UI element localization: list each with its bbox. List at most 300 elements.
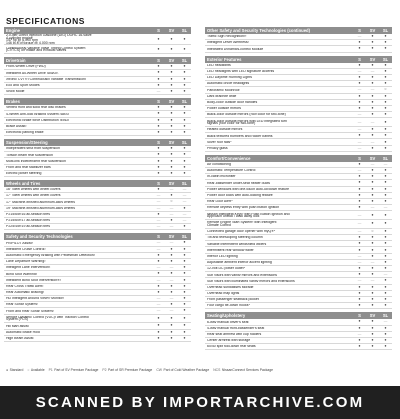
trim-header: S — [157, 181, 160, 186]
section-header — [205, 312, 392, 319]
legend-symbol: P2 — [102, 368, 107, 372]
availability-mark: ● — [371, 127, 374, 132]
spec-label: 19" Machine-finished aluminum-alloy wheels — [6, 206, 75, 210]
availability-mark: ● — [384, 297, 387, 302]
spec-label: Xtronic CVT® (Continuously Variable Transmission) — [6, 77, 87, 81]
left-spec-column — [4, 27, 191, 342]
trim-header: S — [358, 56, 361, 62]
legend-item — [213, 368, 273, 372]
spec-label: Remote keyless entry with push button ignition — [207, 206, 280, 209]
page-title: SPECIFICATIONS — [6, 16, 86, 26]
availability-mark: — — [370, 278, 375, 283]
availability-mark: ● — [358, 290, 361, 295]
legend-symbol: ○ — [27, 368, 30, 372]
availability-mark: ● — [358, 192, 361, 197]
availability-mark: — — [156, 199, 161, 204]
spec-label: In-cabin microfilter — [207, 175, 236, 179]
availability-mark: ● — [371, 199, 374, 204]
availability-mark: ● — [358, 284, 361, 289]
availability-mark: ● — [170, 218, 173, 223]
availability-mark: ● — [183, 240, 186, 245]
availability-mark: ● — [371, 297, 374, 302]
spec-label: Black-color outside mirrors with LED integrated turn signals (roof color for two-tone) — [207, 119, 287, 125]
availability-mark: — — [357, 168, 362, 173]
availability-mark: ● — [170, 64, 173, 69]
availability-mark: ● — [183, 64, 186, 69]
spec-row — [4, 130, 191, 136]
availability-mark: — — [156, 308, 161, 313]
availability-mark: — — [182, 193, 187, 198]
spec-label: Independent strut front suspension — [6, 147, 60, 150]
trim-header: S — [358, 313, 361, 319]
spec-label: Front-Wheel Drive (FWD) — [6, 65, 46, 69]
trim-header: SV — [168, 140, 175, 146]
spec-label: Front passenger seatback pocket — [207, 298, 259, 301]
spec-label: Center armrest with storage — [207, 339, 251, 342]
availability-mark: ● — [170, 335, 173, 340]
spec-label: Intelligent Blind Spot Intervention®² — [6, 278, 61, 282]
legend-text: Available — [30, 368, 45, 372]
availability-mark: ● — [371, 168, 374, 173]
section-header — [4, 139, 191, 146]
availability-mark: — — [357, 87, 362, 92]
trim-header: SV — [369, 28, 376, 33]
availability-mark: ● — [183, 289, 186, 294]
availability-mark: ● — [170, 315, 173, 320]
spec-label: High Beam Assist — [6, 337, 34, 340]
availability-mark: — — [156, 205, 161, 210]
availability-mark: ● — [384, 174, 387, 179]
trim-header: SL — [181, 58, 188, 64]
availability-mark: ● — [358, 344, 361, 349]
availability-mark: ● — [157, 146, 160, 151]
availability-mark: ● — [358, 180, 361, 185]
section-header — [4, 233, 191, 240]
spec-label: Power windows with one-touch auto-up/down feature — [207, 187, 290, 191]
trim-header: SV — [168, 181, 175, 186]
spec-row — [205, 46, 392, 52]
section-title: Seating/Upholstery — [207, 313, 246, 319]
availability-mark: ● — [157, 211, 160, 216]
availability-mark: ● — [157, 82, 160, 87]
availability-mark: ● — [170, 152, 173, 157]
availability-mark: — — [357, 139, 362, 144]
spec-label: Integrated Dynamics-control Module — [207, 47, 264, 51]
availability-mark: ● — [384, 284, 387, 289]
availability-mark: ● — [371, 337, 374, 342]
availability-mark: ● — [358, 235, 361, 240]
availability-mark: — — [383, 272, 388, 277]
availability-mark: ● — [384, 119, 387, 124]
spec-label: Intermittent rear window wiper — [207, 248, 254, 252]
spec-label: Sun visors with illuminated vanity mirrors and extensions — [207, 279, 295, 283]
spec-label: Four cargo tie-down hooks⁴ — [207, 304, 250, 308]
availability-mark: — — [370, 161, 375, 166]
availability-mark: ● — [384, 40, 387, 45]
spec-row — [205, 146, 392, 152]
spec-label: 60/40 split fold-down rear seats — [207, 345, 256, 348]
availability-mark: ● — [371, 303, 374, 308]
availability-mark: ● — [384, 290, 387, 295]
availability-mark: ● — [358, 337, 361, 342]
availability-mark: ● — [384, 93, 387, 98]
availability-mark: ○ — [384, 87, 387, 92]
availability-mark: ● — [157, 70, 160, 75]
availability-mark: ● — [157, 271, 160, 276]
availability-mark: ● — [170, 76, 173, 81]
legend-item — [6, 368, 23, 372]
section-title: Other Safety and Security Technologies (continued) — [207, 28, 310, 33]
legend-item — [156, 368, 209, 372]
availability-mark: ● — [183, 82, 186, 87]
availability-mark: — — [357, 259, 362, 264]
spec-label: LED Daytime Running Lights — [207, 76, 252, 79]
availability-mark: ● — [384, 331, 387, 336]
section-title: Brakes — [6, 99, 20, 105]
availability-mark: ● — [358, 297, 361, 302]
availability-mark: ● — [384, 46, 387, 51]
spec-row — [205, 211, 392, 220]
availability-mark: ● — [371, 272, 374, 277]
availability-mark: ● — [358, 319, 361, 324]
legend-symbol: P1 — [48, 368, 53, 372]
availability-mark: ● — [384, 192, 387, 197]
availability-mark: ● — [157, 187, 160, 192]
availability-mark: ● — [371, 290, 374, 295]
trim-header: S — [157, 99, 160, 105]
trim-header: SL — [181, 140, 188, 146]
availability-mark: ● — [170, 82, 173, 87]
availability-mark: ● — [183, 329, 186, 334]
availability-mark: ● — [384, 278, 387, 283]
availability-mark: ● — [170, 146, 173, 151]
availability-mark: — — [357, 221, 362, 226]
availability-mark: ● — [170, 193, 173, 198]
availability-mark: ● — [384, 266, 387, 271]
availability-mark: ● — [170, 89, 173, 94]
spec-label: P215/65R16 all-season tires — [6, 213, 50, 216]
availability-mark: ● — [384, 186, 387, 191]
availability-mark: — — [156, 246, 161, 251]
legend-item — [27, 368, 44, 372]
availability-mark: ● — [157, 170, 160, 175]
availability-mark: — — [169, 296, 174, 301]
availability-mark: ● — [371, 105, 374, 110]
availability-mark: ● — [358, 46, 361, 51]
availability-mark: ● — [183, 265, 186, 270]
spec-label: Front and Rear Sonar System² — [6, 309, 54, 313]
spec-label: Remote Engine Start System³ with Intelligent Climate Control — [207, 221, 277, 227]
availability-mark: ● — [358, 161, 361, 166]
section-title: Comfort/Convenience — [207, 155, 251, 161]
spec-label: Front and rear stabilizer bars — [6, 165, 51, 169]
availability-mark: — — [169, 277, 174, 282]
spec-label: HD Intelligent Around View® Monitor² — [6, 297, 64, 300]
availability-mark: ● — [384, 253, 387, 258]
spec-label: Tilt and telescoping steering column — [207, 236, 263, 239]
availability-mark: — — [370, 259, 375, 264]
spec-label: 6-way manual driver's seat — [207, 320, 249, 324]
availability-mark: — — [169, 205, 174, 210]
availability-mark: ● — [170, 329, 173, 334]
availability-mark: ● — [384, 235, 387, 240]
legend — [6, 368, 394, 372]
spec-label: Nissan Intelligent Key® with Push Button Ignition and Approach unlock / walk away lock — [207, 212, 290, 218]
spec-label: Traffic Sign Recognition²³ — [207, 35, 247, 38]
availability-mark: ● — [157, 289, 160, 294]
trim-header: SL — [382, 56, 389, 62]
availability-mark: — — [357, 68, 362, 73]
availability-mark: — — [357, 253, 362, 258]
spec-label: Overhead sunglasses storage — [207, 285, 254, 289]
spec-label: Lane Departure Warning² — [6, 260, 46, 263]
availability-mark: ● — [371, 344, 374, 349]
availability-mark: ● — [371, 46, 374, 51]
availability-mark: ● — [384, 325, 387, 330]
legend-symbol: NCS — [213, 368, 221, 372]
availability-mark: ● — [157, 329, 160, 334]
spec-row — [4, 336, 191, 342]
availability-mark: ● — [371, 99, 374, 104]
availability-mark: ● — [183, 36, 186, 41]
spec-label: Electronic Brake force Distribution (EBD) — [6, 118, 70, 122]
availability-mark: — — [182, 199, 187, 204]
spec-label: 2.0-liter Direct Injection Gasoline (DIG) DOHC 16-valve 4-cylinder engine 147 hp @ 6,000 rpm 146 lb-ft of torque @ 4,000 rpm — [6, 34, 92, 45]
availability-mark: ● — [384, 228, 387, 233]
availability-mark: ● — [183, 302, 186, 307]
spec-label: Rear-passenger under-seat heater ducts — [207, 181, 271, 185]
spec-label: Connected garage door opener with myQ®⁴ — [207, 230, 276, 233]
spec-label: Vehicle Dynamic Control (VDC)² with Traction Control System (TCS) — [6, 315, 89, 322]
availability-mark: ● — [371, 192, 374, 197]
availability-mark: ● — [358, 99, 361, 104]
availability-mark: ● — [371, 186, 374, 191]
availability-mark: — — [182, 187, 187, 192]
availability-mark: — — [156, 193, 161, 198]
availability-mark: ● — [371, 266, 374, 271]
trim-header: SL — [382, 155, 389, 161]
availability-mark: ● — [170, 271, 173, 276]
availability-mark: — — [370, 87, 375, 92]
spec-label: Intelligent All-Wheel Drive (AWD)¹ — [6, 71, 59, 75]
availability-mark: ● — [371, 174, 374, 179]
availability-mark: ● — [183, 271, 186, 276]
availability-mark: — — [182, 211, 187, 216]
availability-mark: ● — [358, 174, 361, 179]
availability-mark: ● — [371, 62, 374, 67]
availability-mark: — — [182, 218, 187, 223]
spec-label: Continuously Variable Valve Timing Control System (CVTCS) on intake and exhaust valves — [6, 46, 86, 52]
availability-mark: ● — [183, 323, 186, 328]
availability-mark: ● — [358, 186, 361, 191]
availability-mark: ● — [170, 117, 173, 122]
spec-label: Power outside mirrors — [207, 107, 242, 110]
availability-mark: ● — [183, 117, 186, 122]
availability-mark: ● — [384, 139, 387, 144]
legend-text: Part of SV Premium Package — [54, 368, 99, 372]
availability-mark: ● — [183, 46, 186, 51]
spec-row — [4, 315, 191, 324]
legend-symbol: ● — [6, 368, 9, 372]
availability-mark: ● — [371, 40, 374, 45]
section-header — [205, 27, 392, 34]
availability-mark: ● — [384, 34, 387, 39]
availability-mark: — — [156, 277, 161, 282]
availability-mark: ● — [183, 252, 186, 257]
availability-mark: — — [357, 331, 362, 336]
spec-label: LED headlights with LED signature accents — [207, 70, 275, 73]
spec-label: Body-color outside door handles — [207, 100, 258, 104]
availability-mark: ○ — [371, 228, 374, 233]
availability-mark: ● — [183, 152, 186, 157]
section-title: Exterior Features — [207, 56, 242, 62]
scan-banner: SCANNED BY IMPORTARCHIVE.COM — [0, 386, 400, 419]
availability-mark: ● — [384, 75, 387, 80]
availability-mark: ● — [183, 89, 186, 94]
availability-mark: ● — [358, 93, 361, 98]
spec-label: Hill start assist — [6, 324, 29, 328]
spec-label: Intelligent Lane Intervention² — [6, 266, 51, 269]
availability-mark: ● — [170, 170, 173, 175]
availability-mark: ● — [371, 235, 374, 240]
availability-mark: ● — [371, 331, 374, 336]
spec-label: Automatic Emergency Braking with Pedestrian Detection² — [6, 253, 95, 257]
trim-header: S — [157, 140, 160, 146]
availability-mark: — — [357, 112, 362, 117]
trim-header: SL — [382, 313, 389, 319]
availability-mark: ● — [384, 337, 387, 342]
availability-mark: ● — [371, 247, 374, 252]
spec-label: Panoramic Moonroof — [207, 88, 240, 92]
availability-mark: ● — [170, 302, 173, 307]
availability-mark: ● — [371, 325, 374, 330]
availability-mark: ● — [157, 36, 160, 41]
availability-mark: ● — [358, 247, 361, 252]
availability-mark: — — [156, 224, 161, 229]
availability-mark: ● — [183, 158, 186, 163]
availability-mark: — — [156, 240, 161, 245]
spec-label: 4-way manual front-passenger's seat — [207, 326, 265, 330]
trim-header: SV — [168, 58, 175, 64]
spec-label: Black-color outside mirrors (roof color for two-tone) — [207, 113, 286, 116]
availability-mark: ● — [384, 68, 387, 73]
spec-label: ProPILOT Assist³ — [6, 241, 33, 245]
availability-mark: ● — [384, 145, 387, 150]
spec-label: Silver roof rails⁵ — [207, 140, 232, 144]
spec-label: Rear seat armrest with cup holders — [207, 333, 262, 336]
availability-mark: ● — [157, 335, 160, 340]
availability-mark: ● — [170, 158, 173, 163]
trim-header: S — [358, 28, 361, 33]
availability-mark: ● — [371, 212, 374, 217]
right-spec-column — [205, 27, 392, 350]
availability-mark: — — [357, 145, 362, 150]
spec-label: Power door locks with auto-locking feature — [207, 194, 273, 197]
availability-mark: ● — [358, 199, 361, 204]
availability-mark: ● — [157, 158, 160, 163]
section-header — [4, 180, 191, 187]
trim-header: S — [358, 155, 361, 161]
spec-label: Automatic Brake Hold — [6, 330, 40, 334]
availability-mark: ● — [384, 259, 387, 264]
spec-label: Electronic parking brake — [6, 131, 44, 134]
availability-mark: — — [357, 127, 362, 132]
spec-label: P225/45R19 all-season tires — [6, 225, 50, 229]
availability-mark: ● — [358, 266, 361, 271]
spec-row — [4, 171, 191, 177]
availability-mark: ● — [183, 164, 186, 169]
availability-mark: ● — [157, 164, 160, 169]
availability-mark: — — [169, 265, 174, 270]
availability-mark: ● — [183, 70, 186, 75]
availability-mark: ● — [384, 99, 387, 104]
availability-mark: ● — [384, 168, 387, 173]
availability-mark: ● — [183, 308, 186, 313]
availability-mark: — — [370, 68, 375, 73]
availability-mark: — — [357, 119, 362, 124]
availability-mark: — — [156, 296, 161, 301]
section-title: Safety and Security Technologies — [6, 234, 73, 240]
availability-mark: ● — [170, 283, 173, 288]
spec-label: Brake Assist² — [6, 124, 27, 128]
availability-mark: — — [357, 228, 362, 233]
availability-mark: — — [383, 161, 388, 166]
section-header — [205, 155, 392, 162]
availability-mark: — — [169, 308, 174, 313]
availability-mark: ● — [371, 241, 374, 246]
spec-label: Blind Spot Warning² — [6, 272, 37, 276]
section-title: Suspension/Steering — [6, 140, 48, 146]
availability-mark: ● — [384, 112, 387, 117]
spec-label: Multi-link independent rear suspension — [6, 159, 66, 163]
availability-mark: ● — [384, 62, 387, 67]
availability-mark: ● — [183, 129, 186, 134]
availability-mark: — — [156, 89, 161, 94]
availability-mark: ● — [371, 133, 374, 138]
spec-label: Eco and Sport Modes — [6, 84, 40, 87]
spec-label: LED headlights — [207, 63, 231, 67]
availability-mark: ● — [183, 246, 186, 251]
availability-mark: ● — [157, 64, 160, 69]
availability-mark: — — [357, 34, 362, 39]
section-title: Engine — [6, 28, 20, 33]
spec-label: Interior LED lighting — [207, 254, 238, 258]
trim-header: SL — [181, 181, 188, 186]
availability-mark: ● — [371, 112, 374, 117]
section-header — [4, 27, 191, 34]
availability-mark: ● — [371, 284, 374, 289]
availability-mark: ● — [157, 323, 160, 328]
spec-row — [4, 34, 191, 45]
spec-label: Rear Door Alert⁴ — [207, 200, 233, 203]
spec-row — [4, 45, 191, 54]
spec-label: 16" Steel wheels with wheel covers — [6, 188, 61, 191]
availability-mark: ● — [157, 117, 160, 122]
availability-mark: — — [156, 218, 161, 223]
trim-header: SL — [382, 28, 389, 33]
availability-mark: ● — [384, 105, 387, 110]
trim-header: SV — [168, 234, 175, 240]
availability-mark: ● — [384, 212, 387, 217]
availability-mark: — — [370, 205, 375, 210]
spec-label: 4-Wheel Anti-lock Braking System (ABS) — [6, 112, 70, 116]
availability-mark: ● — [157, 123, 160, 128]
spec-row — [205, 118, 392, 127]
spec-label: Snow Mode — [6, 90, 25, 93]
availability-mark: ● — [384, 221, 387, 226]
spec-label: Intelligent Driver Alertness² — [207, 41, 249, 45]
spec-label: Black textured bumpers and rocker panels — [207, 134, 273, 138]
